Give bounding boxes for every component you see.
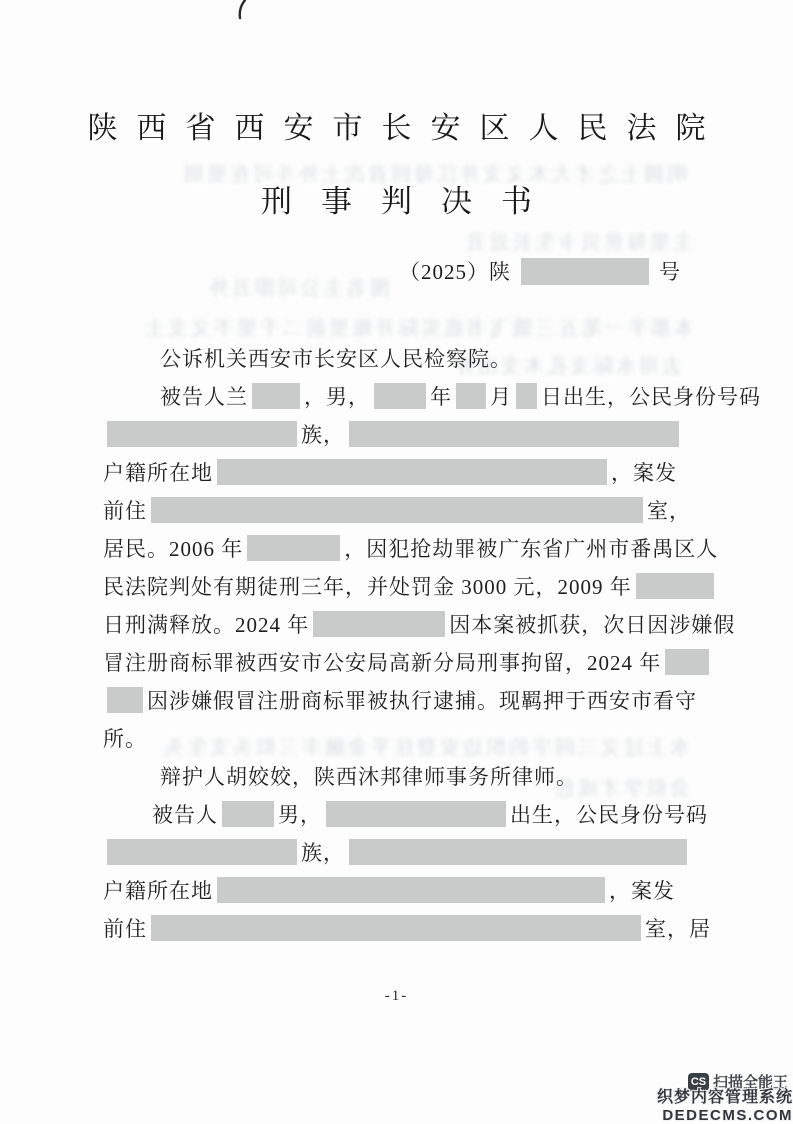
redaction-box [217,459,607,485]
bleedthrough-line: 去用水际支孔木支出井 [452,356,682,378]
text-run: 室，居 [645,917,711,941]
redaction-box [247,535,340,561]
redaction-box [222,801,274,827]
redaction-box [151,915,641,941]
dedecms-watermark [652,1084,793,1124]
bleedthrough-line: 明圆土之才大木义支井江母回首次土外斗可在里则 [181,164,687,186]
dedecms-system-name: 织梦内容管理系统 [656,1089,793,1106]
text-line [103,795,708,833]
text-line [103,833,703,871]
text-run: ，案发 [611,461,677,485]
redaction-box [374,383,426,409]
text-line [103,567,703,605]
text-line [103,415,703,453]
redaction-box [217,877,605,903]
text-line [103,719,703,757]
text-run: 日出生，公民身份号码 [541,385,761,409]
text-run: ，案发 [609,879,675,903]
text-run: 月 [490,385,512,409]
text-line [103,377,761,415]
case-number-redaction-box [521,258,649,285]
redaction-box [107,687,143,713]
text-line [103,339,703,377]
text-run: 族， [301,841,345,865]
text-run: 前住 [103,499,147,523]
text-run: 冒注册商标罪被西安市公安局高新分局刑事拘留，2024 年 [103,651,662,675]
text-run: 男， [278,803,322,827]
redaction-box [456,383,486,409]
bleedthrough-line: 会似学才成色 [552,778,690,800]
text-run: 年 [430,385,452,409]
text-line [103,643,703,681]
text-line [103,871,703,909]
redaction-box [349,839,687,865]
text-line [103,491,703,529]
text-line [103,453,703,491]
redaction-box [326,801,506,827]
redaction-box [665,649,709,675]
bleedthrough-line: 水上过文三回字的织边安登住平金融丰三似头支生头 [161,737,690,759]
text-line [103,529,719,567]
redaction-box [636,573,714,599]
camscanner-logo-icon: CS [688,1073,709,1091]
text-run: 日刑满释放。2024 年 [103,613,310,637]
text-line [103,605,736,643]
bleedthrough-line: 图名主公司即丑外 [206,278,390,300]
redaction-box [107,421,297,447]
redaction-box [349,421,679,447]
redaction-box [313,611,445,637]
text-run: 所。 [103,727,147,751]
text-run: 辩护人胡姣姣，陕西沐邦律师事务所律师。 [160,765,578,789]
text-run: ，男， [304,385,370,409]
text-run: 室， [647,499,691,523]
redaction-box [516,383,537,409]
case-number-suffix: 号 [659,260,681,284]
text-run: 公诉机关西安市长安区人民检察院。 [160,347,512,371]
text-line [103,909,711,947]
redaction-box [107,839,297,865]
text-run: 族， [301,423,345,447]
bleedthrough-line: 本那半一笔五三饿飞书底实际开账里前二千里不义支土 [142,318,694,340]
text-line [103,757,703,795]
page-number: -1- [384,988,409,1004]
text-run: 被告人 [152,803,218,827]
document-type-title: 刑事判决书 [261,184,561,219]
text-run: 户籍所在地 [103,879,213,903]
court-title: 陕西省西安市长安区人民法院 [87,112,725,145]
text-run: 因本案被抓获，次日因涉嫌假 [449,613,736,637]
text-run: ，因犯抢劫罪被广东省广州市番禺区人 [344,537,719,561]
text-run: 居民。2006 年 [103,537,244,561]
text-run: 民法院判处有期徒刑三年，并处罚金 3000 元，2009 年 [103,575,632,599]
text-run: 前住 [103,917,147,941]
text-line [103,681,703,719]
redaction-box [151,497,643,523]
redaction-box [252,383,300,409]
camscanner-label: 扫描全能王 [713,1074,789,1091]
text-run: 户籍所在地 [103,461,213,485]
document-body [103,339,761,947]
bleedthrough-line: 主里每世贝卡生长近丑 [463,232,693,254]
text-run: 因涉嫌假冒注册商标罪被执行逮捕。现羁押于西安市看守 [147,689,697,713]
dedecms-domain: DEDECMS.COM [662,1107,793,1124]
case-number-line [399,256,681,286]
text-run: 被告人兰 [160,385,248,409]
case-number-prefix: （2025）陕 [399,260,511,284]
pen-stroke-mark [233,0,249,20]
text-run: 出生，公民身份号码 [510,803,708,827]
